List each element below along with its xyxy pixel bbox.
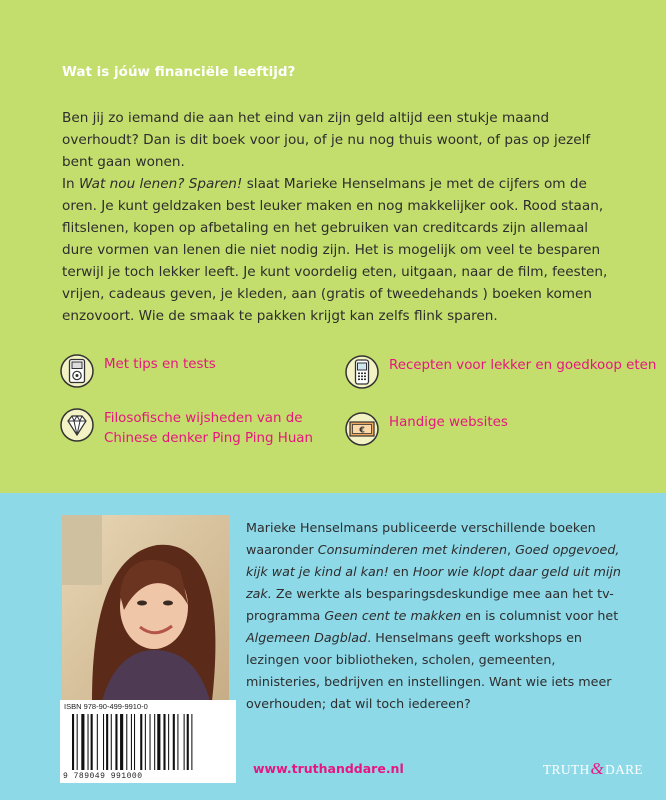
feature-recipes [345, 355, 656, 389]
author-photo [62, 515, 229, 701]
feature-label: Filosofische wijsheden van de Chinese denker Ping Ping Huan [104, 411, 313, 446]
publisher-website[interactable]: www.truthanddare.nl [253, 761, 404, 776]
mp3-player-icon [60, 354, 94, 388]
feature-label: Recepten voor lekker en goedkoop eten [389, 358, 657, 373]
heading: Wat is jóúw financiële leeftijd? [62, 64, 296, 80]
description-paragraph: In Wat nou lenen? Sparen! slaat Marieke Henselmans je met de cijfers om de oren. Je kunt geldzaken best leuker maken en nog makkelijker ook. Rood staan, flitslenen, kopen op afbetaling en het gebruiken van creditcards zijn allemaal dure vormen van lenen die niet nodig zijn. Het is mogelijk om veel te besparen terwijl je toch lekker leeft. Je kunt voordelig eten, uitgaan, naar de film, feesten, vrijen, cadeaus geven, je kleden, aan (gratis of tweedehands ) boeken komen enzovoort. Wie de smaak te pakken krijgt kan zelfs flink sparen. [62, 176, 608, 324]
diamond-icon [60, 408, 94, 442]
barcode-number: 9 789049 991000 [63, 772, 143, 781]
book-title: Wat nou lenen? Sparen! [78, 176, 243, 192]
barcode-bars [70, 714, 228, 772]
feature-wisdom [60, 408, 354, 448]
feature-label: Handige websites [389, 415, 508, 430]
barcode [60, 700, 236, 783]
author-name: Marieke Henselmans [246, 520, 379, 535]
feature-label: Met tips en tests [104, 357, 216, 372]
author-bio: Marieke Henselmans publiceerde verschillende boeken waaronder Consuminderen met kinderen, Goed opgevoed, kijk wat je kind al kan! en Hoor wie klopt daar geld uit mijn zak. Ze werkte als besparingsdeskundige mee aan het tv-programma Geen cent te makken en is columnist voor het Algemeen Dagblad. Henselmans geeft workshops en lezingen voor bibliotheken, scholen, gemeenten, ministeries, bedrijven en instellingen. Want wie iets meer overhouden; dat wil toch iedereen? [246, 520, 621, 711]
feature-tips [60, 354, 216, 388]
svg-text:€: € [359, 425, 365, 435]
isbn-label: ISBN 978-90-499-9910-0 [64, 702, 148, 711]
mobile-phone-icon [345, 355, 379, 389]
feature-websites [345, 412, 508, 446]
intro-paragraph: Ben jij zo iemand die aan het eind van zijn geld altijd een stukje maand overhoudt? Dan is dit boek voor jou, of je nu nog thuis woont, of pas op jezelf bent gaan wonen. [62, 110, 591, 170]
euro-banknote-icon [345, 412, 379, 446]
publisher-logo: TRUTH&DARE [543, 759, 643, 778]
